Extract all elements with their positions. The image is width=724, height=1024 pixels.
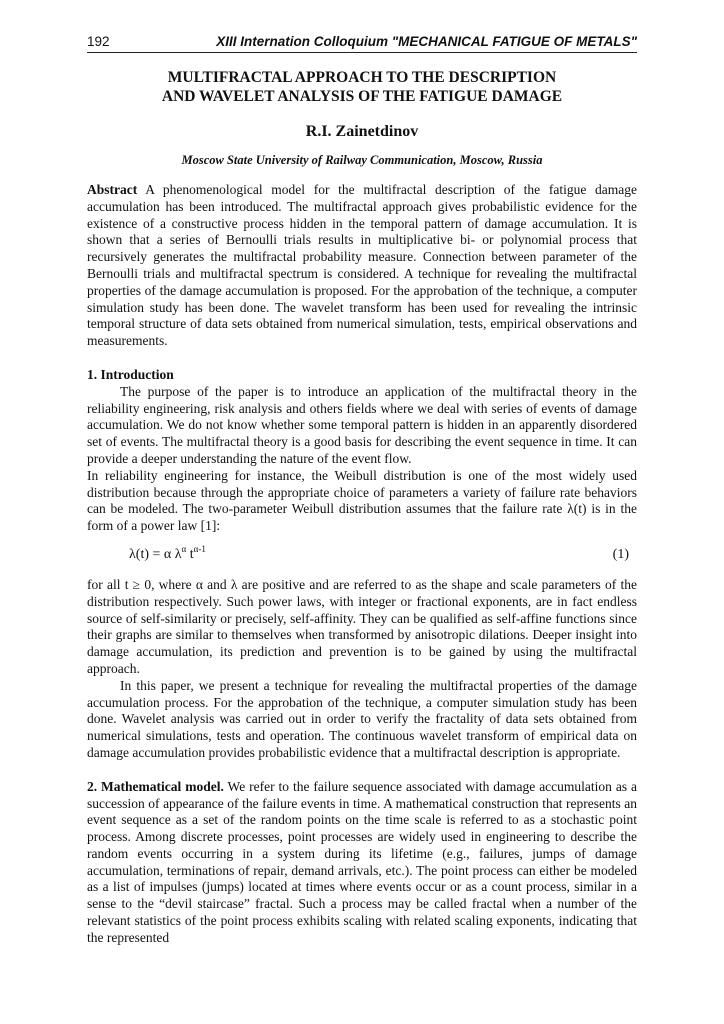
intro-paragraph-1: The purpose of the paper is to introduce an application of the multifractal theory in the reliability engineering, risk analysis and others fields where we deal with series of events of damage accumulation. We do not know whether some temporal pattern is hidden in an apparently disordered set of events. The multifractal theory is a good basis for describing the event sequence in time. It can provide a deeper understanding the nature of the event flow. bbox=[87, 383, 637, 466]
abstract-paragraph bbox=[87, 182, 637, 350]
section-heading-introduction: 1. Introduction bbox=[87, 366, 174, 382]
equation-1 bbox=[87, 545, 637, 567]
intro-paragraph-4: In this paper, we present a technique for revealing the multifractal properties of the damage accumulation process. For the approbation of the technique, a computer simulation study has been done. Wavelet analysis was carried out in order to verify the fractality of data sets obtained from numerical simulations, tests and operation. The continuous wavelet transform of empirical data on damage accumulation provides probabilistic evidence that a multifractal description is appropriate. bbox=[87, 677, 637, 760]
equation-superscript-alpha: α bbox=[181, 543, 187, 554]
equation-superscript-exponent: α-1 bbox=[193, 543, 206, 554]
paper-title-line-1: MULTIFRACTAL APPROACH TO THE DESCRIPTION bbox=[167, 69, 557, 86]
intro-paragraph-3: for all t ≥ 0, where α and λ are positive and are referred to as the shape and scale parameters of the distribution respectively. Such power laws, with integer or fractional exponents, are in fact endless source of self-similarity or precisely, self-affinity. They can be qualified as self-affine functions since their graphs are similar to themselves when transformed by anisotropic dilations. Deeper insight into damage accumulation, its prediction and prevention is to be gained by using the multifractal approach. bbox=[87, 576, 637, 676]
model-text: We refer to the failure sequence associated with damage accumulation as a succession of appearance of the failure events in time. A mathematical construction that represents an event sequence as a set of the random points on the time scale is referred to as a stochastic point process. Among discrete processes, point processes are widely used in engineering to describe the random events occurring in a system during its lifetime (e.g., failures, jumps of damage accumulation, terminations of repair, demand arrivals, etc.). The point process can either be modeled as a list of impulses (jumps) located at times where events occur or as a count process, similar in a sense to the “devil staircase” fractal. Such a process may be called fractal when a number of the relevant statistics of the point process exhibits scaling with related scaling exponents, indicating that the represented bbox=[87, 778, 638, 945]
abstract-label: Abstract bbox=[87, 182, 138, 197]
paper-title-line-2: AND WAVELET ANALYSIS OF THE FATIGUE DAMAGE bbox=[161, 88, 563, 105]
equation-number: (1) bbox=[612, 546, 629, 562]
paper-body bbox=[87, 68, 637, 947]
model-paragraph bbox=[87, 779, 637, 947]
author-affiliation: Moscow State University of Railway Communication, Moscow, Russia bbox=[181, 153, 543, 167]
equation-expression bbox=[129, 543, 206, 563]
equation-t: t bbox=[186, 546, 194, 562]
conference-title: XIII Internation Colloquium "MECHANICAL FATIGUE OF METALS" bbox=[216, 34, 637, 49]
intro-paragraph-2: In reliability engineering for instance, the Weibull distribution is one of the most widely used distribution because through the appropriate choice of parameters a variety of failure rate behaviors can be modeled. The two-parameter Weibull distribution assumes that the failure rate λ(t) is in the form of a power law [1]: bbox=[87, 467, 637, 534]
author-name: R.I. Zainetdinov bbox=[305, 123, 419, 140]
page-number: 192 bbox=[87, 34, 110, 49]
paper-title bbox=[87, 68, 637, 106]
section-heading-model: 2. Mathematical model. bbox=[87, 778, 224, 794]
equation-lhs: λ(t) = α λ bbox=[129, 546, 182, 562]
running-header bbox=[87, 34, 637, 53]
abstract-text: A phenomenological model for the multifractal description of the fatigue damage accumulation has been introduced. The multifractal approach gives probabilistic evidence for the existence of a constructive process hidden in the temporal pattern of damage accumulation. It is shown that a series of Bernoulli trials results in multiplicative bi- or polynomial process that recursively generates the multifractal probability measure. Connection between parameter of the Bernoulli trials and multifractal spectrum is considered. A technique for revealing the multifractal properties of the damage accumulation is proposed. For the approbation of the technique, a computer simulation study has been done. The wavelet transform has been used for revealing the intrinsic temporal structure of data sets obtained from numerical simulation, tests, empirical observations and measurements. bbox=[87, 182, 637, 349]
